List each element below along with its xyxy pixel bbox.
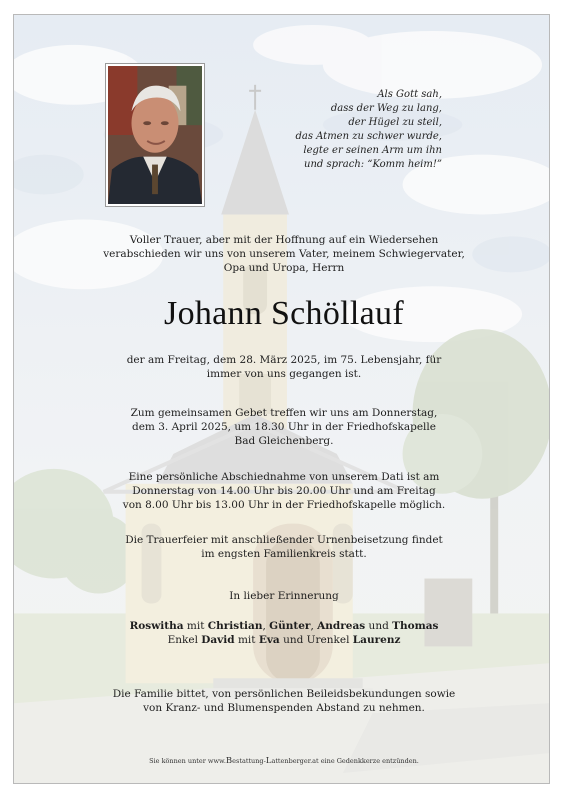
chapel-background-image [14, 15, 549, 783]
poem-line: Als Gott sah, [377, 89, 442, 100]
memory-heading: In lieber Erinnerung [229, 590, 339, 602]
condolence-request: Die Familie bittet, von persönlichen Beileidsbekundungen sowie von Kranz- und Blumenspenden Abstand zu nehmen. [112, 688, 456, 714]
poem-line: das Atmen zu schwer wurde, [295, 131, 442, 142]
farewell-info: Eine persönliche Abschiednahme von unserem Dati ist am Donnerstag von 14.00 Uhr bis 20.00 Uhr und am Freitag von 8.00 Uhr bis 13.00 Uhr in der Friedhofskapelle möglich. [122, 471, 446, 511]
footer-candle-note: Sie können unter www.Bestattung-Lattenberger.at eine Gedenkkerze entzünden. [149, 756, 419, 766]
death-notice: der am Freitag, dem 28. März 2025, im 75. Lebensjahr, für immer von uns gegangen ist. [126, 354, 442, 380]
family-line-1: Roswitha mit Christian, Günter, Andreas und Thomas [129, 620, 439, 632]
family-line-2: Enkel David mit Eva und Urenkel Laurenz [167, 634, 401, 646]
poem-line: legte er seinen Arm um ihn [303, 145, 442, 156]
funeral-info: Die Trauerfeier mit anschließender Urnenbeisetzung findet im engsten Familienkreis statt. [125, 534, 443, 560]
portrait-photo [105, 63, 205, 207]
poem-line: der Hügel zu steil, [348, 117, 442, 128]
family-names [74, 619, 494, 647]
deceased-name: Johann Schöllauf [164, 295, 404, 332]
intro-text: Voller Trauer, aber mit der Hoffnung auf ein Wiedersehen verabschieden wir uns von unserem Vater, meinem Schwiegervater, Opa und Uropa, Herrn [103, 234, 465, 274]
parte-page [13, 14, 550, 784]
poem-line: und sprach: “Komm heim!” [304, 159, 442, 170]
prayer-info: Zum gemeinsamen Gebet treffen wir uns am Donnerstag, dem 3. April 2025, um 18.30 Uhr in der Friedhofskapelle Bad Gleichenberg. [130, 407, 438, 447]
poem [284, 88, 442, 172]
poem-line: dass der Weg zu lang, [330, 103, 442, 114]
